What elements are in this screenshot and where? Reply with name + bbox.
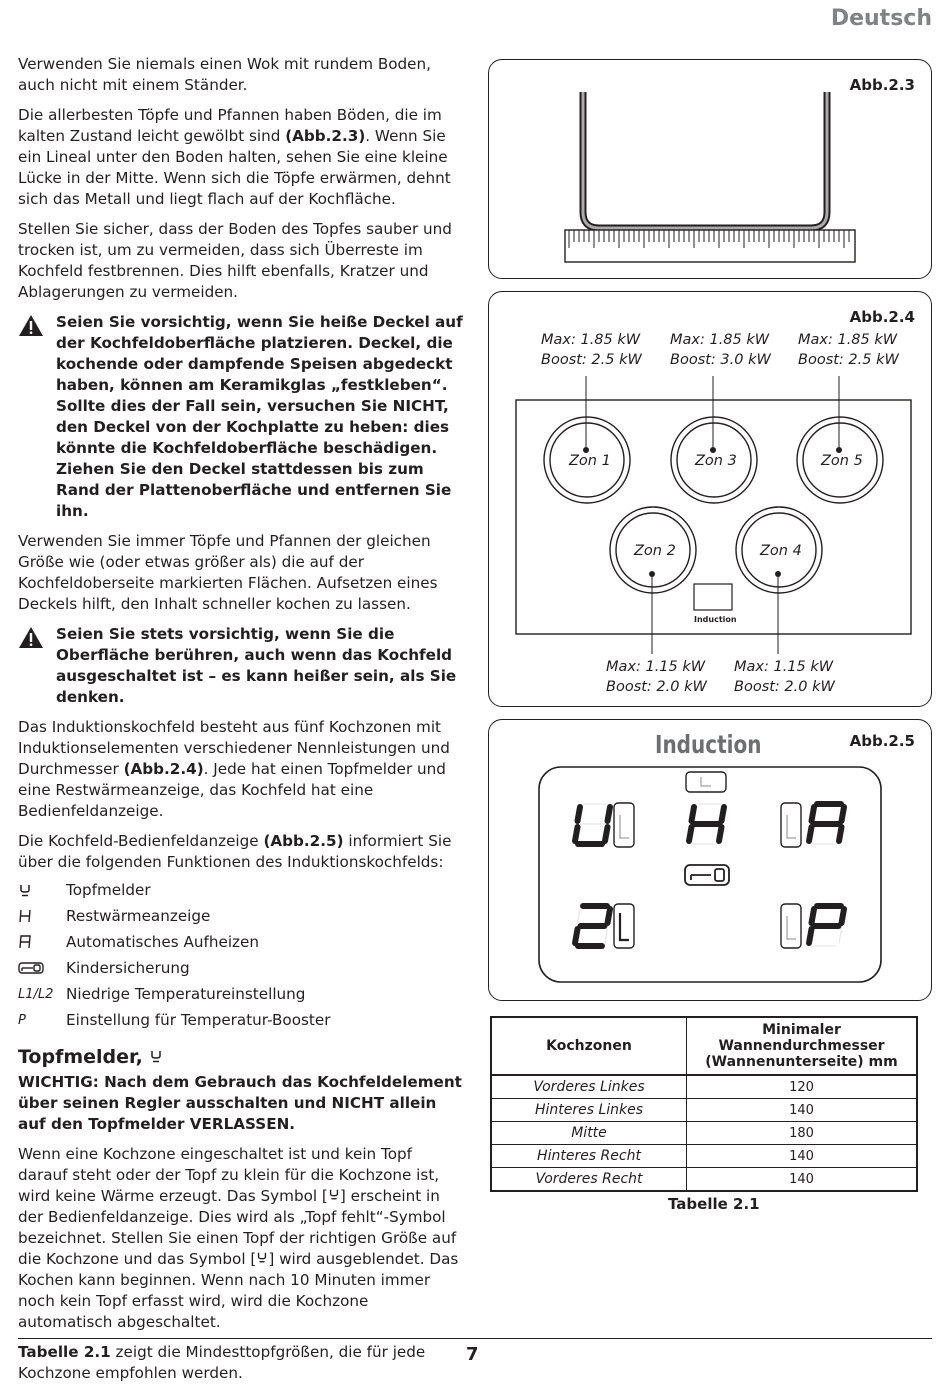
footer-rule — [18, 1338, 932, 1339]
figure-2-5 — [488, 719, 932, 1001]
control-display-diagram — [489, 720, 931, 1000]
legend-item: Restwärmeanzeige — [18, 903, 466, 929]
paragraph-curved-bottoms: Die allerbesten Töpfe und Pfannen haben Böden, die im kalten Zustand leicht gewölbt sind (Abb.2.3). Wenn Sie ein Lineal unter den Boden halten, sehen Sie eine kleine Lücke in der Mitte. Wenn sich die Töpfe erwärmen, dehnt sich das Metall und liegt flach auf der Kochfläche. — [18, 106, 451, 208]
paragraph-pan-detector: Wenn eine Kochzone eingeschaltet ist und kein Topf darauf steht oder der Topf zu klein für die Kochzone ist, wird keine Wärme erzeugt. Das Symbol [ ] erscheint in der Bedienfeldanzeige. Dies wird als „Topf fehlt“-Symbol bezeichnet. Stellen Sie einen Topf der richtigen Größe auf die Kochzone und das Symbol [ ] wird ausgeblendet. Das Kochen kann beginnen. Wenn nach 10 Minuten immer noch kein Topf erfasst wird, wird die Kochzone automatisch abgeschaltet. — [18, 1145, 459, 1331]
paragraph-display: Die Kochfeld-Bedienfeldanzeige (Abb.2.5) informiert Sie über die folgenden Funktionen des Induktionskochfelds: — [18, 832, 452, 871]
page-number: 7 — [466, 1344, 479, 1365]
display-title: Induction — [655, 730, 762, 759]
zone-label: Zon 2 — [634, 543, 676, 559]
zone-label: Zon 3 — [695, 453, 737, 469]
important-note: WICHTIG: Nach dem Gebrauch das Kochfeldelement über seinen Regler ausschalten und NICHT allein auf den Topfmelder VERLASSEN. — [18, 1073, 462, 1133]
paragraph-pan-size: Verwenden Sie immer Töpfe und Pfannen der gleichen Größe wie (oder etwas größer als) die auf der Kochfeldoberseite markierten Flächen. Aufsetzen eines Deckels hilft, den Inhalt schneller kochen zu lassen. — [18, 532, 438, 613]
column-header-diameter: Minimaler Wannendurchmesser (Wannenunterseite) mm — [687, 1017, 918, 1075]
table-row: Hinteres Recht 140 — [491, 1145, 917, 1168]
zone-spec: Max: 1.85 kW Boost: 3.0 kW — [670, 332, 771, 368]
pan-detector-icon — [256, 1250, 268, 1264]
zone-spec: Max: 1.15 kW Boost: 2.0 kW — [606, 659, 707, 695]
figure-label: Abb.2.5 — [849, 732, 915, 750]
legend-item: P Einstellung für Temperatur-Booster — [18, 1010, 331, 1029]
page-language: Deutsch — [830, 6, 932, 31]
table-min-pan-diameter — [490, 1016, 918, 1192]
auto-heat-icon — [18, 934, 66, 950]
legend-item: Automatisches Aufheizen — [18, 929, 466, 955]
left-column — [18, 54, 466, 1393]
pan-detector-icon — [149, 1048, 163, 1064]
figure-2-4 — [488, 291, 932, 707]
legend-item: Topfmelder — [18, 877, 466, 903]
warning-lids-text: Seien Sie vorsichtig, wenn Sie heiße Deckel auf der Kochfeldoberfläche platzieren. Deckel, die kochende oder dampfende Speisen abgedeckt haben, können am Keramikglas „festkleben“. Sollte dies der Fall sein, versuchen Sie NICHT, den Deckel von der Kochplatte zu heben: dies könnte die Kochfeldoberfläche beschädigen. Ziehen Sie den Deckel stattdessen bis zum Rand der Plattenoberfläche und entfernen Sie ihn. — [56, 313, 463, 520]
table-row: Mitte 180 — [491, 1122, 917, 1145]
paragraph-clean-bottom: Stellen Sie sicher, dass der Boden des Topfes sauber und trocken ist, um zu vermeiden, dass sich Überreste im Kochfeld festbrennen. Dies hilft ebenfalls, Kratzer und Ablagerungen zu vermeiden. — [18, 220, 452, 301]
zone-spec: Max: 1.15 kW Boost: 2.0 kW — [734, 659, 835, 695]
control-panel-label: Induction — [694, 615, 737, 624]
table-row: Vorderes Recht 140 — [491, 1168, 917, 1192]
pan-diagram — [489, 60, 931, 278]
warning-hot-surface — [18, 624, 466, 708]
section-heading-topfmelder: Topfmelder, — [18, 1047, 466, 1068]
zone-spec: Max: 1.85 kW Boost: 2.5 kW — [798, 332, 899, 368]
paragraph-table-ref: Tabelle 2.1 zeigt die Mindesttopfgrößen, die für jede Kochzone empfohlen werden. — [18, 1343, 426, 1382]
warning-icon — [18, 624, 56, 708]
symbol-legend — [18, 877, 466, 1033]
figure-label: Abb.2.4 — [849, 308, 915, 326]
key-lock-icon — [18, 961, 66, 975]
zone-label: Zon 4 — [760, 543, 802, 559]
residual-heat-icon — [18, 908, 66, 924]
figure-2-3 — [488, 59, 932, 279]
zone-label: Zon 5 — [821, 453, 863, 469]
legend-item: Kindersicherung — [18, 955, 466, 981]
warning-icon — [18, 312, 56, 522]
warning-hot-surface-text: Seien Sie stets vorsichtig, wenn Sie die Oberfläche berühren, auch wenn das Kochfeld ausgeschaltet ist – es kann heißer sein, als Sie denken. — [56, 625, 457, 706]
table-header-row — [491, 1017, 917, 1075]
zone-spec: Max: 1.85 kW Boost: 2.5 kW — [541, 332, 642, 368]
zone-label: Zon 1 — [569, 453, 611, 469]
booster-icon: P — [18, 1012, 26, 1028]
paragraph-wok: Verwenden Sie niemals einen Wok mit rundem Boden, auch nicht mit einem Ständer. — [18, 55, 431, 94]
ref-abb23: (Abb.2.3) — [285, 127, 366, 145]
figure-label: Abb.2.3 — [849, 76, 915, 94]
legend-item: L1/L2 Niedrige Temperatureinstellung — [18, 984, 306, 1003]
paragraph-zones: Das Induktionskochfeld besteht aus fünf Kochzonen mit Induktionselementen verschiedener Nennleistungen und Durchmesser (Abb.2.4). Jede hat einen Topfmelder und eine Restwärmeanzeige, das Kochfeld hat eine Bedienfeldanzeige. — [18, 718, 450, 820]
hob-diagram — [489, 292, 931, 706]
warning-lids — [18, 312, 466, 522]
table-row: Hinteres Linkes 140 — [491, 1099, 917, 1122]
table-caption: Tabelle 2.1 — [668, 1195, 760, 1213]
pan-detector-icon — [18, 882, 66, 898]
table-row: Vorderes Linkes 120 — [491, 1075, 917, 1099]
pan-detector-icon — [328, 1187, 340, 1201]
column-header-zones: Kochzonen — [491, 1017, 687, 1075]
low-temp-icon: L1/L2 — [18, 986, 54, 1002]
